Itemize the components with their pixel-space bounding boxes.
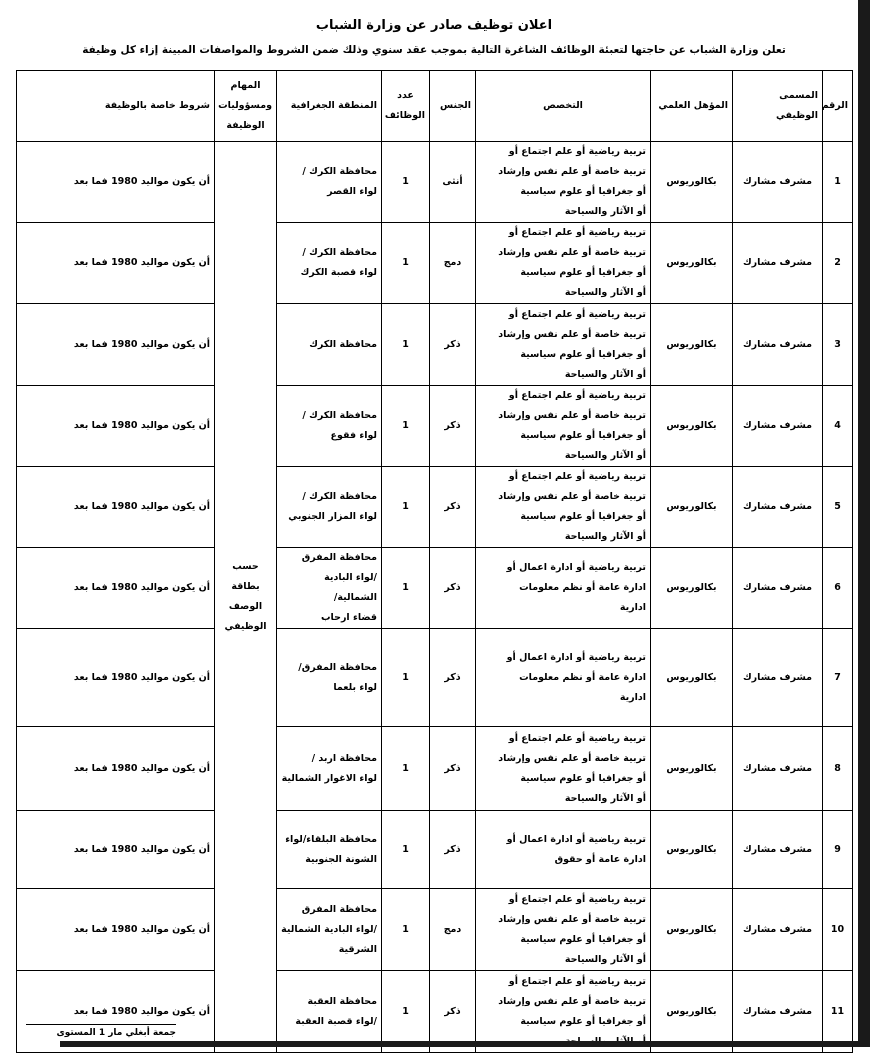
specialization-cell: تربية رياضية أو علم اجتماع أو تربية خاصة أو علم نفس وإرشاد أو جغرافيا أو علوم سياسية أو الآثار والسياحة — [476, 727, 651, 811]
count-cell: 1 — [382, 629, 430, 727]
row-number: 10 — [823, 889, 853, 971]
qualification-cell: بكالوريوس — [651, 467, 733, 548]
count-cell: 1 — [382, 142, 430, 223]
specialization-cell: تربية رياضية أو علم اجتماع أو تربية خاصة أو علم نفس وإرشاد أو جغرافيا أو علوم سياسية أو الآثار والسياحة — [476, 889, 651, 971]
row-number: 7 — [823, 629, 853, 727]
row-number: 11 — [823, 971, 853, 1053]
page-edge-shadow — [858, 0, 870, 1047]
qualification-cell: بكالوريوس — [651, 304, 733, 386]
region-cell: محافظة المفرق /لواء البادية الشمالية/ قضاء ارحاب — [277, 548, 382, 629]
header-gender: الجنس — [430, 71, 476, 142]
row-number: 4 — [823, 386, 853, 467]
conditions-cell: أن يكون مواليد 1980 فما بعد — [17, 386, 215, 467]
row-number: 1 — [823, 142, 853, 223]
conditions-cell: أن يكون مواليد 1980 فما بعد — [17, 811, 215, 889]
specialization-cell: تربية رياضية أو ادارة اعمال أو ادارة عامة أو نظم معلومات ادارية — [476, 629, 651, 727]
region-cell: محافظة العقبة /لواء قصبة العقبة — [277, 971, 382, 1053]
footer-note: جمعة أبغلي مار 1 المستوى — [26, 1024, 176, 1038]
conditions-cell: أن يكون مواليد 1980 فما بعد — [17, 142, 215, 223]
conditions-cell: أن يكون مواليد 1980 فما بعد — [17, 304, 215, 386]
gender-cell: دمج — [430, 223, 476, 304]
job-title-cell: مشرف مشارك — [733, 889, 823, 971]
conditions-cell: أن يكون مواليد 1980 فما بعد — [17, 467, 215, 548]
jobs-table — [16, 70, 853, 1053]
conditions-cell: أن يكون مواليد 1980 فما بعد — [17, 971, 215, 1053]
gender-cell: ذكر — [430, 971, 476, 1053]
qualification-cell: بكالوريوس — [651, 629, 733, 727]
conditions-cell: أن يكون مواليد 1980 فما بعد — [17, 889, 215, 971]
header-count: عدد الوظائف — [382, 71, 430, 142]
table-row — [17, 811, 853, 889]
count-cell: 1 — [382, 304, 430, 386]
row-number: 8 — [823, 727, 853, 811]
header-num: الرقم — [823, 71, 853, 142]
job-title-cell: مشرف مشارك — [733, 223, 823, 304]
count-cell: 1 — [382, 811, 430, 889]
qualification-cell: بكالوريوس — [651, 223, 733, 304]
header-region: المنطقة الجغرافية — [277, 71, 382, 142]
table-row — [17, 629, 853, 727]
count-cell: 1 — [382, 889, 430, 971]
job-title-cell: مشرف مشارك — [733, 971, 823, 1053]
count-cell: 1 — [382, 971, 430, 1053]
qualification-cell: بكالوريوس — [651, 142, 733, 223]
specialization-cell: تربية رياضية أو علم اجتماع أو تربية خاصة أو علم نفس وإرشاد أو جغرافيا أو علوم سياسية — [476, 971, 651, 1053]
gender-cell: ذكر — [430, 629, 476, 727]
job-title-cell: مشرف مشارك — [733, 386, 823, 467]
table-row — [17, 548, 853, 629]
table-row — [17, 467, 853, 548]
conditions-cell: أن يكون مواليد 1980 فما بعد — [17, 223, 215, 304]
region-cell: محافظة الكرك / لواء فقوع — [277, 386, 382, 467]
gender-cell: ذكر — [430, 727, 476, 811]
header-duties: المهام ومسؤوليات الوظيفة — [215, 71, 277, 142]
region-cell: محافظة المفرق/ لواء بلعما — [277, 629, 382, 727]
region-cell: محافظة الكرك / لواء قصبة الكرك — [277, 223, 382, 304]
specialization-cell: تربية رياضية أو علم اجتماع أو تربية خاصة أو علم نفس وإرشاد أو جغرافيا أو علوم سياسية أو الآثار والسياحة — [476, 304, 651, 386]
region-cell: محافظة اربد / لواء الاغوار الشمالية — [277, 727, 382, 811]
job-title-cell: مشرف مشارك — [733, 811, 823, 889]
specialization-cell: تربية رياضية أو علم اجتماع أو تربية خاصة أو علم نفس وإرشاد أو جغرافيا أو علوم سياسية أو الآثار والسياحة — [476, 142, 651, 223]
region-cell: محافظة الكرك / لواء المزار الجنوبي — [277, 467, 382, 548]
gender-cell: ذكر — [430, 386, 476, 467]
specialization-cell: تربية رياضية أو علم اجتماع أو تربية خاصة أو علم نفس وإرشاد أو جغرافيا أو علوم سياسية أو الآثار والسياحة — [476, 467, 651, 548]
gender-cell: ذكر — [430, 548, 476, 629]
job-title-cell: مشرف مشارك — [733, 467, 823, 548]
table-row — [17, 727, 853, 811]
table-row — [17, 889, 853, 971]
table-row — [17, 304, 853, 386]
table-row — [17, 386, 853, 467]
header-title: المسمى الوظيفي — [733, 71, 823, 142]
document-subtitle: تعلن وزارة الشباب عن حاجتها لتعبئة الوظائف الشاغرة التالية بموجب عقد سنوي وذلك ضمن الشروط والمواصفات المبينة إزاء كل وظيفة — [82, 44, 786, 56]
table-row — [17, 142, 853, 223]
region-cell: محافظة البلقاء/لواء الشونة الجنوبية — [277, 811, 382, 889]
job-title-cell: مشرف مشارك — [733, 727, 823, 811]
count-cell: 1 — [382, 727, 430, 811]
gender-cell: ذكر — [430, 811, 476, 889]
qualification-cell: بكالوريوس — [651, 727, 733, 811]
row-number: 6 — [823, 548, 853, 629]
row-number: 5 — [823, 467, 853, 548]
region-cell: محافظة الكرك — [277, 304, 382, 386]
gender-cell: أنثى — [430, 142, 476, 223]
region-cell: محافظة الكرك / لواء القصر — [277, 142, 382, 223]
qualification-cell: بكالوريوس — [651, 889, 733, 971]
job-title-cell: مشرف مشارك — [733, 304, 823, 386]
gender-cell: دمج — [430, 889, 476, 971]
specialization-cell: تربية رياضية أو علم اجتماع أو تربية خاصة أو علم نفس وإرشاد أو جغرافيا أو علوم سياسية أو الآثار والسياحة — [476, 386, 651, 467]
document-page — [10, 0, 858, 1047]
header-qualification: المؤهل العلمي — [651, 71, 733, 142]
table-row — [17, 223, 853, 304]
count-cell: 1 — [382, 467, 430, 548]
gender-cell: ذكر — [430, 304, 476, 386]
header-conditions: شروط خاصة بالوظيفة — [17, 71, 215, 142]
row-number: 3 — [823, 304, 853, 386]
duties-merged-cell: حسب بطاقة الوصف الوظيفي — [215, 142, 277, 1053]
job-title-cell: مشرف مشارك — [733, 548, 823, 629]
qualification-cell: بكالوريوس — [651, 548, 733, 629]
count-cell: 1 — [382, 548, 430, 629]
count-cell: 1 — [382, 386, 430, 467]
conditions-cell: أن يكون مواليد 1980 فما بعد — [17, 727, 215, 811]
specialization-cell: تربية رياضية أو ادارة اعمال أو ادارة عامة أو حقوق — [476, 811, 651, 889]
gender-cell: ذكر — [430, 467, 476, 548]
specialization-cell: تربية رياضية أو علم اجتماع أو تربية خاصة أو علم نفس وإرشاد أو جغرافيا أو علوم سياسية أو الآثار والسياحة — [476, 223, 651, 304]
region-cell: محافظة المفرق /لواء البادية الشمالية الشرقية — [277, 889, 382, 971]
row-number: 9 — [823, 811, 853, 889]
row-number: 2 — [823, 223, 853, 304]
header-specialization: التخصص — [476, 71, 651, 142]
conditions-cell: أن يكون مواليد 1980 فما بعد — [17, 629, 215, 727]
count-cell: 1 — [382, 223, 430, 304]
page-bottom-shadow — [60, 1041, 870, 1047]
conditions-cell: أن يكون مواليد 1980 فما بعد — [17, 548, 215, 629]
qualification-cell: بكالوريوس — [651, 386, 733, 467]
job-title-cell: مشرف مشارك — [733, 629, 823, 727]
table-header-row — [17, 71, 853, 142]
specialization-cell: تربية رياضية أو ادارة اعمال أو ادارة عامة أو نظم معلومات ادارية — [476, 548, 651, 629]
job-title-cell: مشرف مشارك — [733, 142, 823, 223]
qualification-cell: بكالوريوس — [651, 811, 733, 889]
document-title: اعلان توظيف صادر عن وزارة الشباب — [315, 18, 553, 33]
qualification-cell: بكالوريوس — [651, 971, 733, 1053]
